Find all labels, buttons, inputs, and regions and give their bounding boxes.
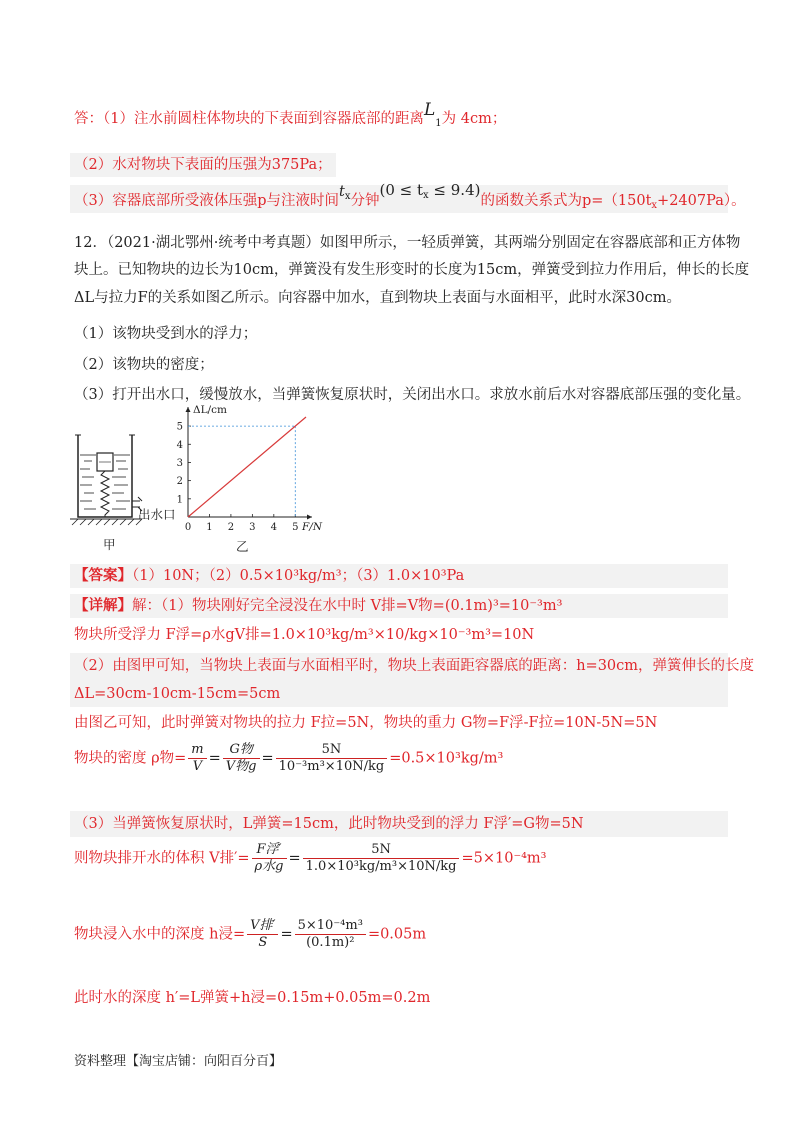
final-depth-line: 此时水的深度 h′=L弹簧+h浸=0.15m+0.05m=0.2m (74, 990, 431, 1006)
density-fraction-1: $\frac{m}{V}$ (188, 742, 206, 775)
x-tick-label: 0 (184, 522, 192, 533)
y-tick-label: 3 (176, 457, 183, 469)
x-axis-arrow (307, 515, 312, 520)
x-tick-label: 1 (206, 522, 213, 533)
volume-fraction-2: $\frac{5N}{\text{1.0×10³kg/m³×10N/kg}}$ (303, 842, 460, 875)
series-line (188, 417, 306, 517)
volume-fraction-1: $\frac{\text{F浮′}}{\text{ρ水g}}$ (252, 842, 287, 875)
question-line-2: 块上。已知物块的边长为10cm，弹簧没有发生形变时的长度为15cm，弹簧受到拉力作用后，伸长的长度 (74, 262, 750, 278)
part2-line-3: 由图乙可知，此时弹簧对物块的拉力 F拉=5N，物块的重力 G物=F浮-F拉=10N-5N=5N (74, 715, 658, 731)
part3-line-1: （3）当弹簧恢复原状时，L弹簧=15cm，此时物块受到的浮力 F浮′=G物=5N (74, 816, 584, 832)
detail-line-1: 【详解】解：（1）物块刚好完全浸没在水中时 V排=V物=(0.1m)³=10⁻³m³ (74, 597, 563, 614)
y-axis-arrow (186, 407, 191, 412)
depth-formula: 物块浸入水中的深度 h浸= $\frac{\text{V排′}}{S}$ = $\frac{\text{5×10⁻⁴m³}}{\text{(0.1m)²}}$ =0.05m (74, 918, 427, 950)
x-tick-label: 2 (227, 522, 235, 533)
answer-part1: 答：（1）注水前圆柱体物块的下表面到容器底部的距离$L_1$为 4cm； (74, 100, 507, 129)
depth-fraction-1: $\frac{\text{V排′}}{S}$ (247, 918, 278, 951)
question-sub-2: （2）该物块的密度； (74, 357, 214, 373)
x-tick-label: 4 (270, 522, 278, 533)
y-tick-label: 1 (176, 494, 183, 506)
answer-summary: 【答案】（1）10N；（2）0.5×10³kg/m³；（3）1.0×10³Pa (74, 567, 465, 584)
question-line-1: 12．（2021·湖北鄂州·统考中考真题）如图甲所示，一轻质弹簧，其两端分别固定在容器底部和正方体物 (74, 235, 741, 251)
density-fraction-3: $\frac{5N}{\text{10⁻³m³×10N/kg}}$ (276, 742, 388, 775)
density-fraction-2: $\frac{\text{G物}}{\text{V物g}}$ (223, 742, 260, 775)
x-tick-label: 3 (249, 522, 256, 533)
part2-line-2: ΔL=30cm-10cm-15cm=5cm (74, 686, 281, 702)
spring (101, 471, 109, 517)
buoyancy-line: 物块所受浮力 F浮=ρ水gV排=1.0×10³kg/m³×10/kg×10⁻³m³=10N (74, 627, 535, 643)
depth-fraction-2: $\frac{\text{5×10⁻⁴m³}}{\text{(0.1m)²}}$ (295, 918, 366, 951)
part2-line-1: （2）由图甲可知，当物块上表面与水面相平时，物块上表面距容器底的距离：h=30cm，弹簧伸长的长度 (74, 658, 755, 674)
y-axis-label: ΔL/cm (193, 404, 227, 416)
y-tick-label: 4 (176, 439, 183, 451)
x-axis-label: F/N (302, 521, 323, 533)
volume-formula: 则物块排开水的体积 V排′= $\frac{\text{F浮′}}{\text{ρ水g}}$ = $\frac{5N}{\text{1.0×10³kg/m³×10N/kg}}$ =5×10⁻⁴m³ (74, 842, 547, 874)
question-sub-1: （1）该物块受到水的浮力； (74, 326, 258, 342)
question-line-3: ΔL与拉力F的关系如图乙所示。向容器中加水，直到物块上表面与水面相平，此时水深30cm。 (74, 290, 681, 306)
y-tick-label: 2 (176, 476, 183, 488)
figure-yi-caption: 乙 (236, 539, 249, 554)
x-tick-label: 5 (292, 522, 299, 533)
figure-jia-caption: 甲 (103, 537, 116, 552)
outlet-label: 出水口 (138, 507, 176, 522)
question-sub-3: （3）打开出水口，缓慢放水，当弹簧恢复原状时，关闭出水口。求放水前后水对容器底部压强的变化量。 (74, 387, 751, 403)
y-tick-label: 5 (176, 421, 183, 433)
chart-delta-l-vs-force (170, 404, 323, 537)
answer-part2: （2）水对物块下表面的压强为375Pa； (70, 153, 336, 177)
answer-part3: （3）容器底部所受液体压强p与注液时间$t^x$分钟$(0 \le t_x \le 9.4)$的函数关系式为$p=(150t_x+2407Pa)$。 (74, 181, 746, 211)
density-formula: 物块的密度 ρ物= $\frac{m}{V}$ = $\frac{\text{G物}}{\text{V物g}}$ = $\frac{5N}{\text{10⁻³m³×10N/kg}}$ =0.5×10³kg/m³ (74, 742, 504, 774)
footer-note: 资料整理【淘宝店铺：向阳百分百】 (74, 1054, 283, 1069)
